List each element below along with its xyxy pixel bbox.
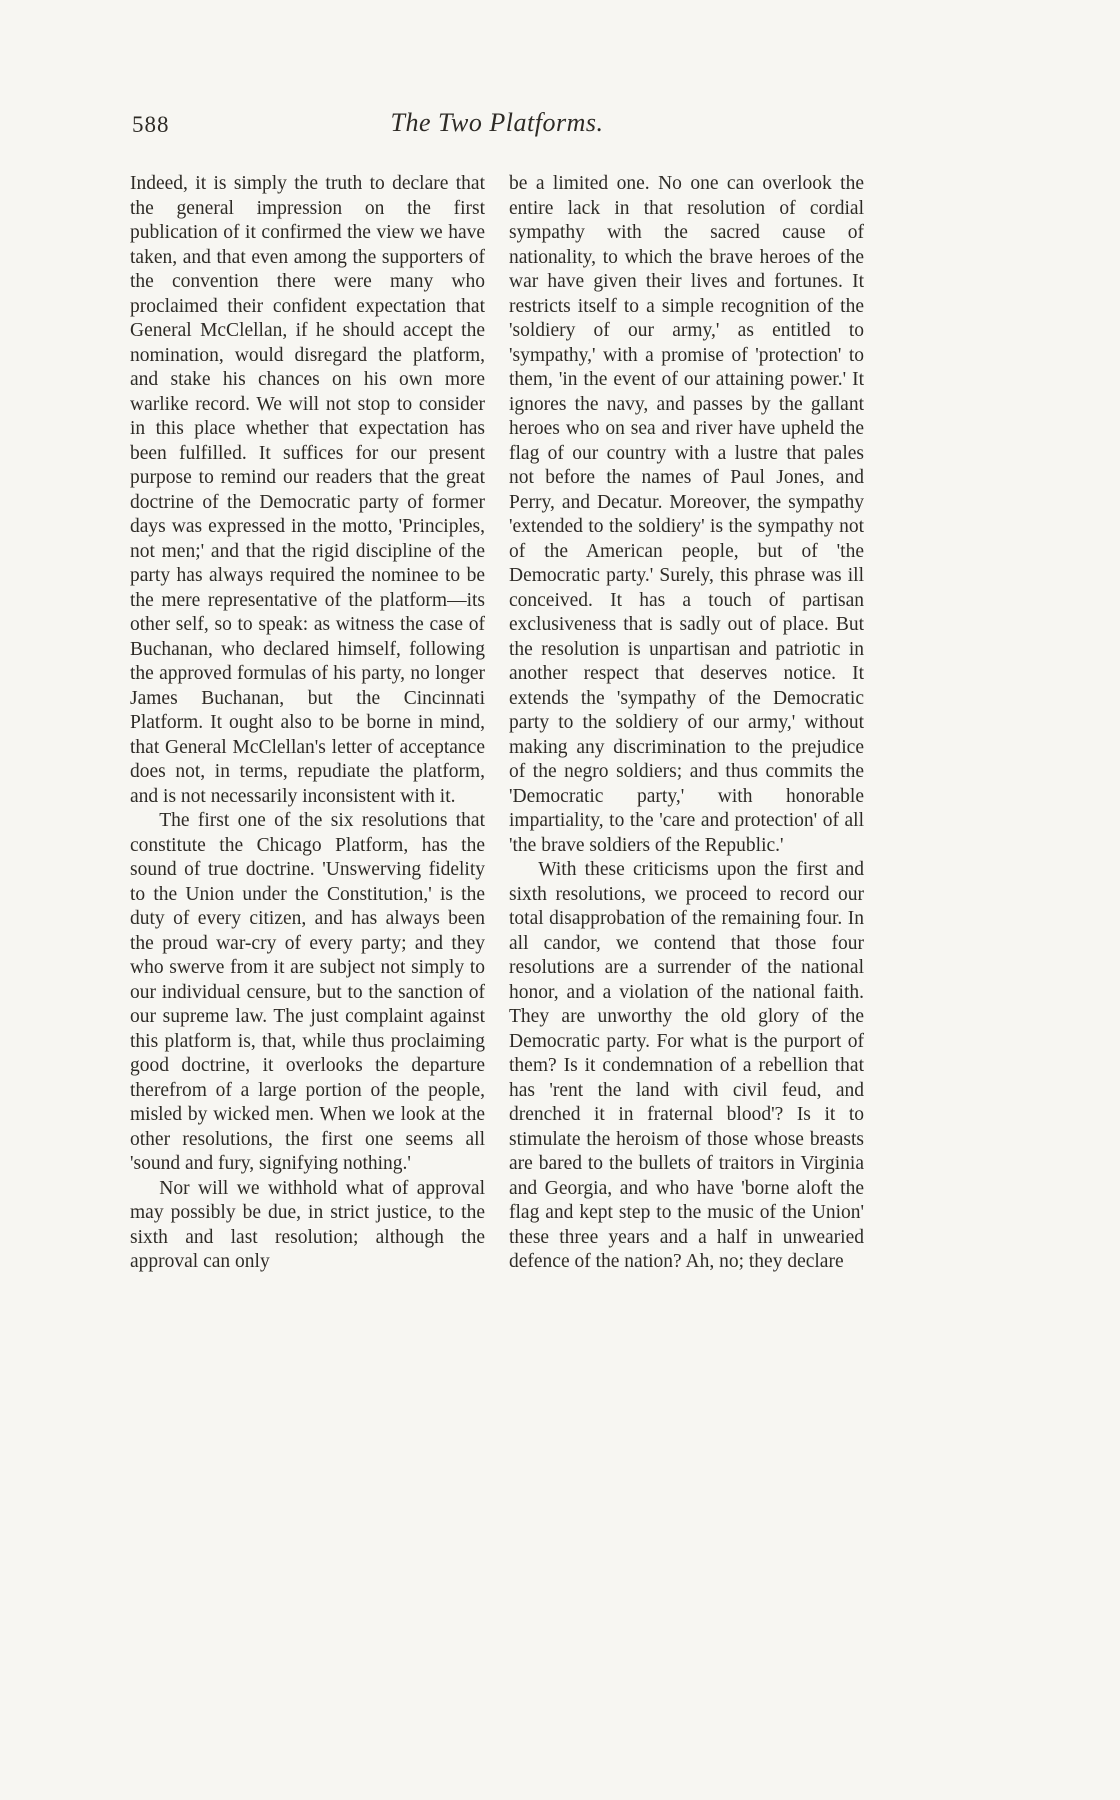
paragraph: Nor will we withhold what of approval may possibly be due, in strict justice, to the sixth and last resolution; although the approval can only [130, 1177, 485, 1272]
paragraph: Indeed, it is simply the truth to declare that the general impression on the first publication of it confirmed the view we have taken, and that even among the supporters of the convention there were many who proclaimed their confident expectation that General McClellan, if he should accept the nomination, would disregard the platform, and stake his chances on his own more warlike record. We will not stop to consider in this place whether that expectation has been fulfilled. It suffices for our present purpose to remind our readers that the great doctrine of the Democratic party of former days was expressed in the motto, 'Principles, not men;' and that the rigid discipline of the party has always required the nominee to be the mere representative of the platform—its other self, so to speak: as witness the case of Buchanan, who declared himself, following the approved formulas of his party, no longer James Buchanan, but the Cincinnati Platform. It ought also to be borne in mind, that General McClellan's letter of acceptance does not, in terms, repudiate the platform, and is not necessarily inconsistent with it. [130, 173, 485, 807]
paragraph: be a limited one. No one can overlook the entire lack in that resolution of cordial sympathy with the sacred cause of nationality, to which the brave heroes of the war have given their lives and fortunes. It restricts itself to a simple recognition of the 'soldiery of our army,' as entitled to 'sympathy,' with a promise of 'protection' to them, 'in the event of our attaining power.' It ignores the navy, and passes by the gallant heroes who on sea and river have upheld the flag of our country with a lustre that pales not before the names of Paul Jones, and Perry, and Decatur. Moreover, the sympathy 'extended to the soldiery' is the sympathy not of the American people, but of 'the Democratic party.' Surely, this phrase was ill conceived. It has a touch of partisan exclusiveness that is sadly out of place. But the resolution is unpartisan and patriotic in another respect that deserves notice. It extends the 'sympathy of the Democratic party to the soldiery of our army,' without making any discrimination to the prejudice of the negro soldiers; and thus commits the 'Democratic party,' with honorable impartiality, to the 'care and protection' of all 'the brave soldiers of the Republic.' [509, 173, 864, 856]
page-content [130, 106, 864, 1275]
page-header [130, 106, 864, 150]
paragraph: With these criticisms upon the first and sixth resolutions, we proceed to record our total disapprobation of the remaining four. In all candor, we contend that those four resolutions are a surrender of the national honor, and a violation of the national faith. They are unworthy the old glory of the Democratic party. For what is the purport of them? Is it condemnation of a rebellion that has 'rent the land with civil feud, and drenched it in fraternal blood'? Is it to stimulate the heroism of those whose breasts are bared to the bullets of traitors in Virginia and Georgia, and who have 'borne aloft the flag and kept step to the music of the Union' these three years and a half in unwearied defence of the nation? Ah, no; they declare [509, 859, 864, 1272]
page-title: The Two Platforms. [390, 108, 604, 137]
right-column [509, 172, 864, 1275]
paragraph: The first one of the six resolutions that constitute the Chicago Platform, has the sound of true doctrine. 'Unswerving fidelity to the Union under the Constitution,' is the duty of every citizen, and has always been the proud war-cry of every party; and they who swerve from it are subject not simply to our individual censure, but to the sanction of our supreme law. The just complaint against this platform is, that, while thus proclaiming good doctrine, it overlooks the departure therefrom of a large portion of the people, misled by wicked men. When we look at the other resolutions, the first one seems all 'sound and fury, signifying nothing.' [130, 810, 485, 1174]
header-spacer [130, 150, 864, 172]
text-columns [130, 172, 864, 1275]
page-number: 588 [132, 112, 170, 137]
left-column [130, 172, 485, 1275]
